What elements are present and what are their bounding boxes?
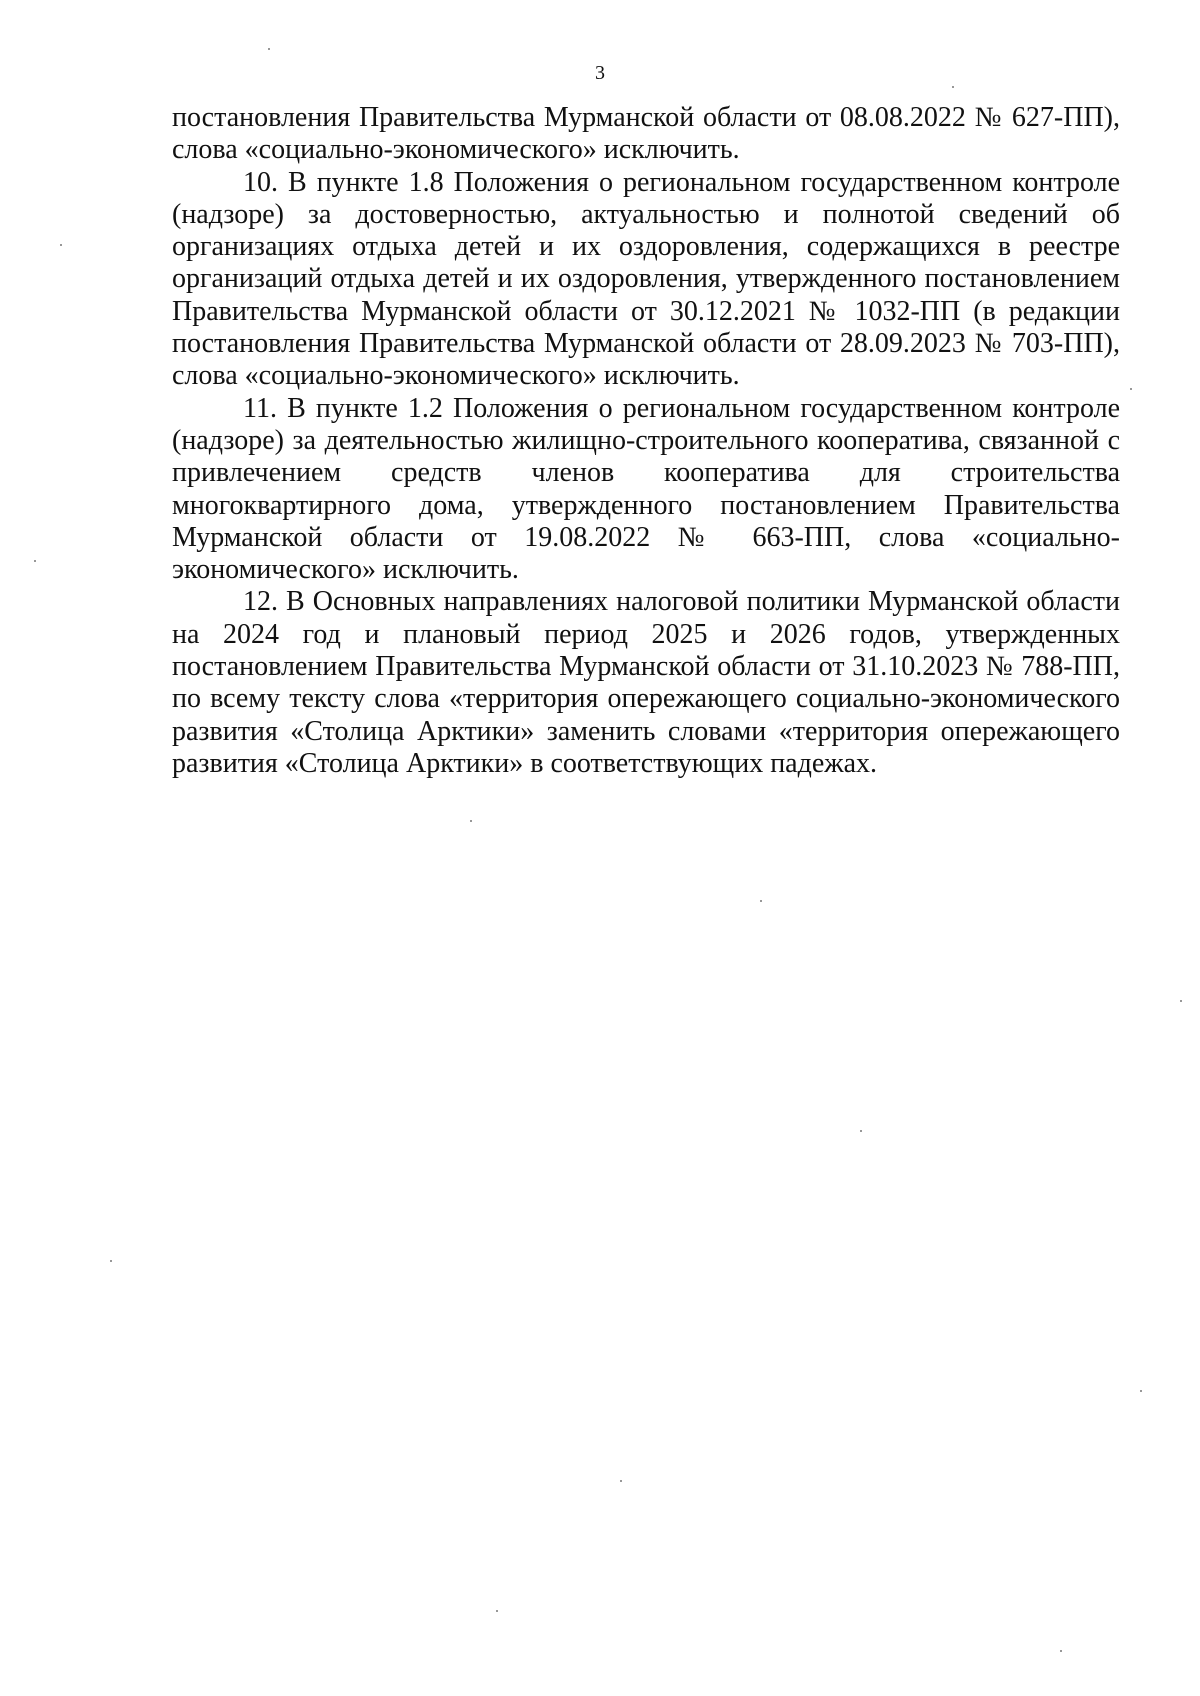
scan-speck xyxy=(110,1260,112,1262)
scan-speck xyxy=(860,1130,862,1132)
page-number: 3 xyxy=(595,62,605,84)
scan-speck xyxy=(1180,1000,1182,1002)
paragraph-item-12: 12. В Основных направлениях налоговой политики Мурманской области на 2024 год и плановый период 2025 и 2026 годов, утвержденных постановлением Правительства Мурманской области от 31.10.2023 № 788-ПП, по всему тексту слова «территория опережающего социально-экономического развития «Столица Арктики» заменить словами «территория опережающего развития «Столица Арктики» в соответствующих падежах. xyxy=(172,586,1120,779)
scan-speck xyxy=(268,48,270,50)
scan-speck xyxy=(952,86,954,88)
paragraph-item-10: 10. В пункте 1.8 Положения о региональном государственном контроле (надзоре) за достоверностью, актуальностью и полнотой сведений об организациях отдыха детей и их оздоровления, содержащихся в реестре организаций отдыха детей и их оздоровления, утвержденного постановлением Правительства Мурманской области от 30.12.2021 № 1032-ПП (в редакции постановления Правительства Мурманской области от 28.09.2023 № 703-ПП), слова «социально-экономического» исключить. xyxy=(172,166,1120,392)
scan-speck xyxy=(1130,388,1132,390)
scan-speck xyxy=(34,560,36,562)
scan-speck xyxy=(760,900,762,902)
scan-speck xyxy=(496,1610,498,1612)
scan-speck xyxy=(1060,1650,1062,1652)
paragraph-continuation: постановления Правительства Мурманской области от 08.08.2022 № 627-ПП), слова «социально-экономического» исключить. xyxy=(172,102,1120,166)
scan-speck xyxy=(470,820,472,822)
scan-speck xyxy=(620,1480,622,1482)
scan-speck xyxy=(1140,1390,1142,1392)
document-body xyxy=(172,102,1120,780)
scan-speck xyxy=(60,244,62,246)
paragraph-item-11: 11. В пункте 1.2 Положения о региональном государственном контроле (надзоре) за деятельностью жилищно-строительного кооператива, связанной с привлечением средств членов кооператива для строительства многоквартирного дома, утвержденного постановлением Правительства Мурманской области от 19.08.2022 № 663-ПП, слова «социально-экономического» исключить. xyxy=(172,392,1120,586)
